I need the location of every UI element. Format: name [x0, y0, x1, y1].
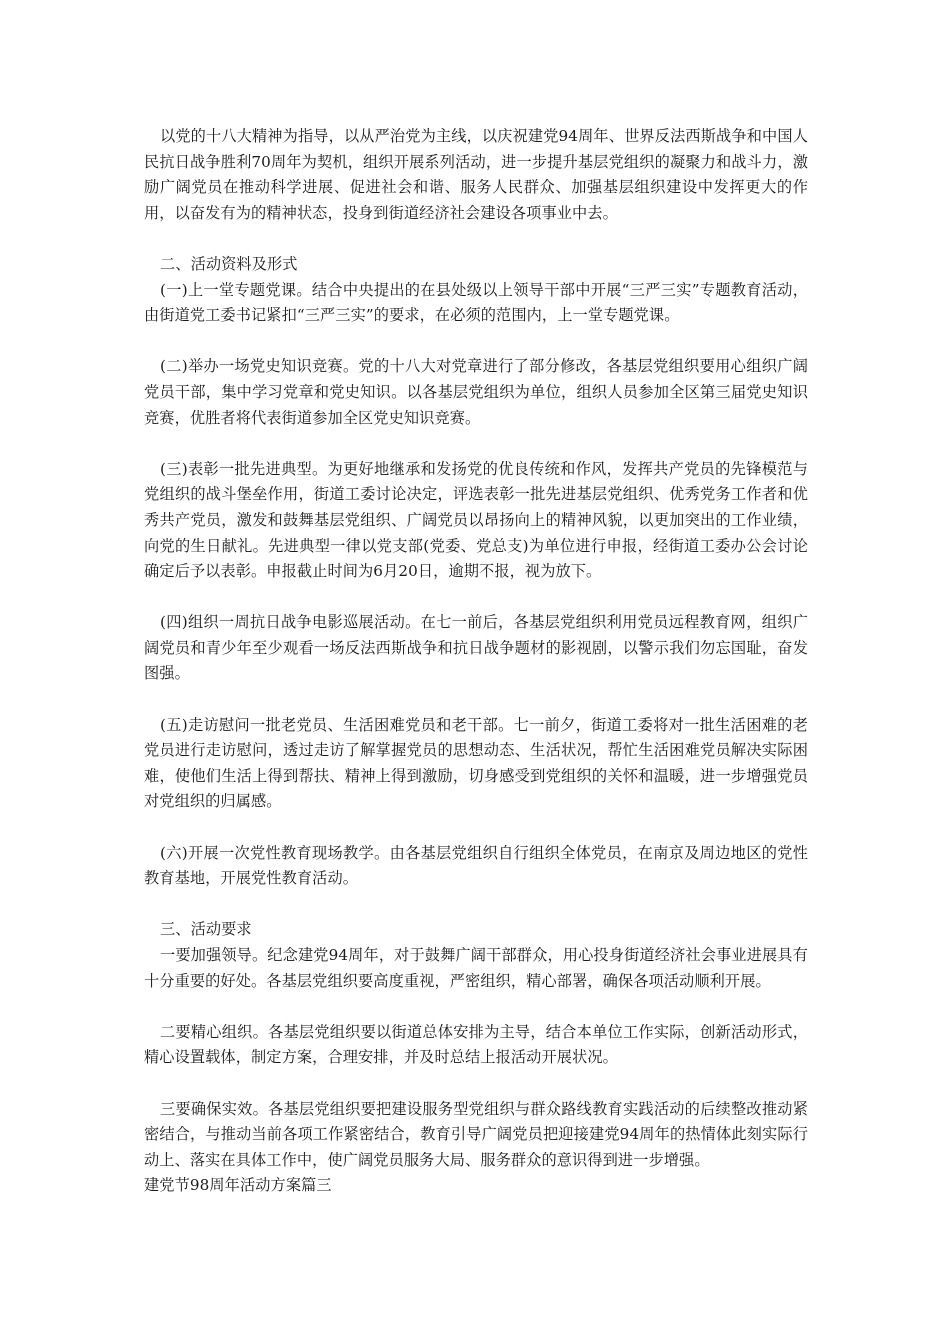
spacer — [144, 815, 808, 841]
section-heading-3: 三、活动要求 — [160, 920, 252, 939]
spacer — [144, 687, 808, 713]
spacer — [144, 585, 808, 611]
spacer — [144, 1071, 808, 1097]
section3-item-2: 二要精心组织。各基层党组织要以街道总体安排为主导，结合本单位工作实际，创新活动形式，精心设置载体，制定方案，合理安排，并及时总结上报活动开展状况。 — [144, 1022, 808, 1067]
spacer — [144, 329, 808, 355]
document-body — [144, 124, 808, 1199]
spacer — [144, 431, 808, 457]
spacer — [144, 892, 808, 918]
section2-item-6: (六)开展一次党性教育现场教学。由各基层党组织自行组织全体党员，在南京及周边地区的党性教育基地，开展党性教育活动。 — [144, 843, 808, 888]
section2-item-2: (二)举办一场党史知识竞赛。党的十八大对党章进行了部分修改，各基层党组织要用心组织广阔党员干部，集中学习党章和党史知识。以各基层党组织为单位，组织人员参加全区第三届党史知识竞赛，优胜者将代表街道参加全区党史知识竞赛。 — [144, 357, 808, 427]
section2-item-5: (五)走访慰问一批老党员、生活困难党员和老干部。七一前夕，街道工委将对一批生活困难的老党员进行走访慰问，透过走访了解掌握党员的思想动态、生活状况，帮忙生活困难党员解决实际困难，使他们生活上得到帮扶、精神上得到激励，切身感受到党组织的关怀和温暖，进一步增强党员对党组织的归属感。 — [144, 715, 808, 811]
spacer — [144, 994, 808, 1020]
section2-item-3: (三)表彰一批先进典型。为更好地继承和发扬党的优良传统和作风，发挥共产党员的先锋模范与党组织的战斗堡垒作用，街道工委讨论决定，评选表彰一批先进基层党组织、优秀党务工作者和优秀共产党员，激发和鼓舞基层党组织、广阔党员以昂扬向上的精神风貌，以更加突出的工作业绩，向党的生日献礼。先进典型一律以党支部(党委、党总支)为单位进行申报，经街道工委办公会讨论确定后予以表彰。申报截止时间为6月20日，逾期不报，视为放下。 — [144, 459, 808, 581]
next-section-title: 建党节98周年活动方案篇三 — [144, 1176, 332, 1195]
section-heading-2: 二、活动资料及形式 — [160, 254, 298, 273]
section2-item-1: (一)上一堂专题党课。结合中央提出的在县处级以上领导干部中开展“三严三实”专题教育活动，由街道党工委书记紧扣“三严三实”的要求，在必须的范围内，上一堂专题党课。 — [144, 280, 808, 325]
spacer — [144, 226, 808, 252]
section3-item-3: 三要确保实效。各基层党组织要把建设服务型党组织与群众路线教育实践活动的后续整改推动紧密结合，与推动当前各项工作紧密结合，教育引导广阔党员把迎接建党94周年的热情体此刻实际行动上、落实在具体工作中，使广阔党员服务大局、服务群众的意识得到进一步增强。 — [144, 1099, 808, 1169]
section3-item-1: 一要加强领导。纪念建党94周年，对于鼓舞广阔干部群众，用心投身街道经济社会事业进展具有十分重要的好处。各基层党组织要高度重视，严密组织，精心部署，确保各项活动顺利开展。 — [144, 946, 808, 990]
section2-item-4: (四)组织一周抗日战争电影巡展活动。在七一前后，各基层党组织利用党员远程教育网，组织广阔党员和青少年至少观看一场反法西斯战争和抗日战争题材的影视剧，以警示我们勿忘国耻，奋发图强。 — [144, 613, 808, 683]
intro-paragraph: 以党的十八大精神为指导，以从严治党为主线，以庆祝建党94周年、世界反法西斯战争和中国人民抗日战争胜利70周年为契机，组织开展系列活动，进一步提升基层党组织的凝聚力和战斗力，激励广阔党员在推动科学进展、促进社会和谐、服务人民群众、加强基层组织建设中发挥更大的作用，以奋发有为的精神状态，投身到街道经济社会建设各项事业中去。 — [144, 127, 808, 222]
